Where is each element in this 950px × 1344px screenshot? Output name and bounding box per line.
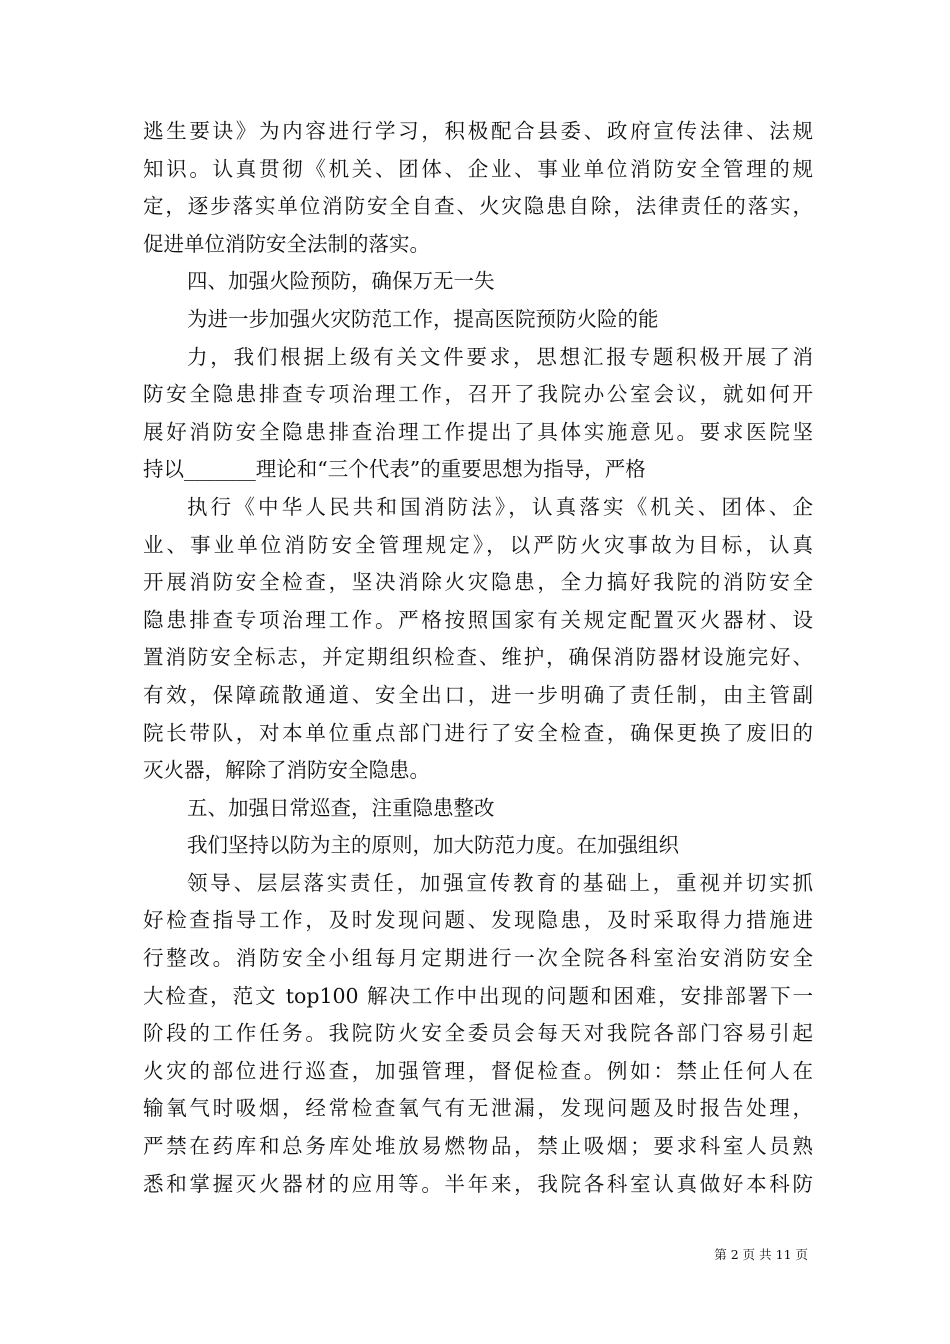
text-line: 大检查，范文 top100 解决工作中出现的问题和困难，安排部署下一 (143, 983, 813, 1008)
text-line: 有效，保障疏散通道、安全出口，进一步明确了责任制，由主管副 (143, 682, 813, 707)
text-line: 置消防安全标志，并定期组织检查、维护，确保消防器材设施完好、 (143, 645, 813, 670)
text-line: 定，逐步落实单位消防安全自查、火灾隐患自除，法律责任的落实， (143, 194, 813, 219)
text-line: 院长带队，对本单位重点部门进行了安全检查，确保更换了废旧的 (143, 720, 813, 745)
document-body (143, 113, 813, 1203)
text-line: 防安全隐患排查专项治理工作，召开了我院办公室会议，就如何开 (143, 382, 813, 407)
text-line: 四、加强火险预防，确保万无一失 (187, 269, 495, 294)
text-line: 隐患排查专项治理工作。严格按照国家有关规定配置灭火器材、设 (143, 607, 813, 632)
text-line: 业、事业单位消防安全管理规定》，以严防火灾事故为目标，认真 (143, 532, 813, 557)
page-number: 第 2 页 共 11 页 (714, 1247, 808, 1262)
text-line: 好检查指导工作，及时发现问题、发现隐患，及时采取得力措施进 (143, 908, 813, 933)
text-line: 输氧气时吸烟，经常检查氧气有无泄漏，发现问题及时报告处理， (143, 1096, 813, 1121)
text-line: 逃生要诀》为内容进行学习，积极配合县委、政府宣传法律、法规 (143, 119, 813, 143)
text-line: 灭火器，解除了消防安全隐患。 (143, 758, 430, 783)
text-line: 持以_______理论和“三个代表”的重要思想为指导，严格 (143, 457, 646, 482)
text-line: 我们坚持以防为主的原则，加大防范力度。在加强组织 (187, 833, 679, 858)
text-line: 知识。认真贯彻《机关、团体、企业、事业单位消防安全管理的规 (143, 156, 813, 181)
text-line: 五、加强日常巡查，注重隐患整改 (187, 795, 495, 820)
text-line: 执行《中华人民共和国消防法》，认真落实《机关、团体、企 (187, 494, 813, 519)
text-line: 阶段的工作任务。我院防火安全委员会每天对我院各部门容易引起 (143, 1021, 813, 1046)
text-line: 为进一步加强火灾防范工作，提高医院预防火险的能 (187, 306, 659, 331)
text-line: 促进单位消防安全法制的落实。 (143, 231, 430, 256)
text-line: 严禁在药库和总务库处堆放易燃物品，禁止吸烟；要求科室人员熟 (143, 1134, 813, 1159)
text-line: 悉和掌握灭火器材的应用等。半年来，我院各科室认真做好本科防 (143, 1171, 813, 1196)
text-line: 展好消防安全隐患排查治理工作提出了具体实施意见。要求医院坚 (143, 419, 813, 444)
text-line: 行整改。消防安全小组每月定期进行一次全院各科室治安消防安全 (143, 946, 813, 971)
text-line: 火灾的部位进行巡查，加强管理，督促检查。例如：禁止任何人在 (143, 1058, 813, 1083)
text-line: 力，我们根据上级有关文件要求，思想汇报专题积极开展了消 (187, 344, 813, 369)
text-line: 领导、层层落实责任，加强宣传教育的基础上，重视并切实抓 (187, 870, 813, 895)
text-line: 开展消防安全检查，坚决消除火灾隐患，全力搞好我院的消防安全 (143, 570, 813, 595)
